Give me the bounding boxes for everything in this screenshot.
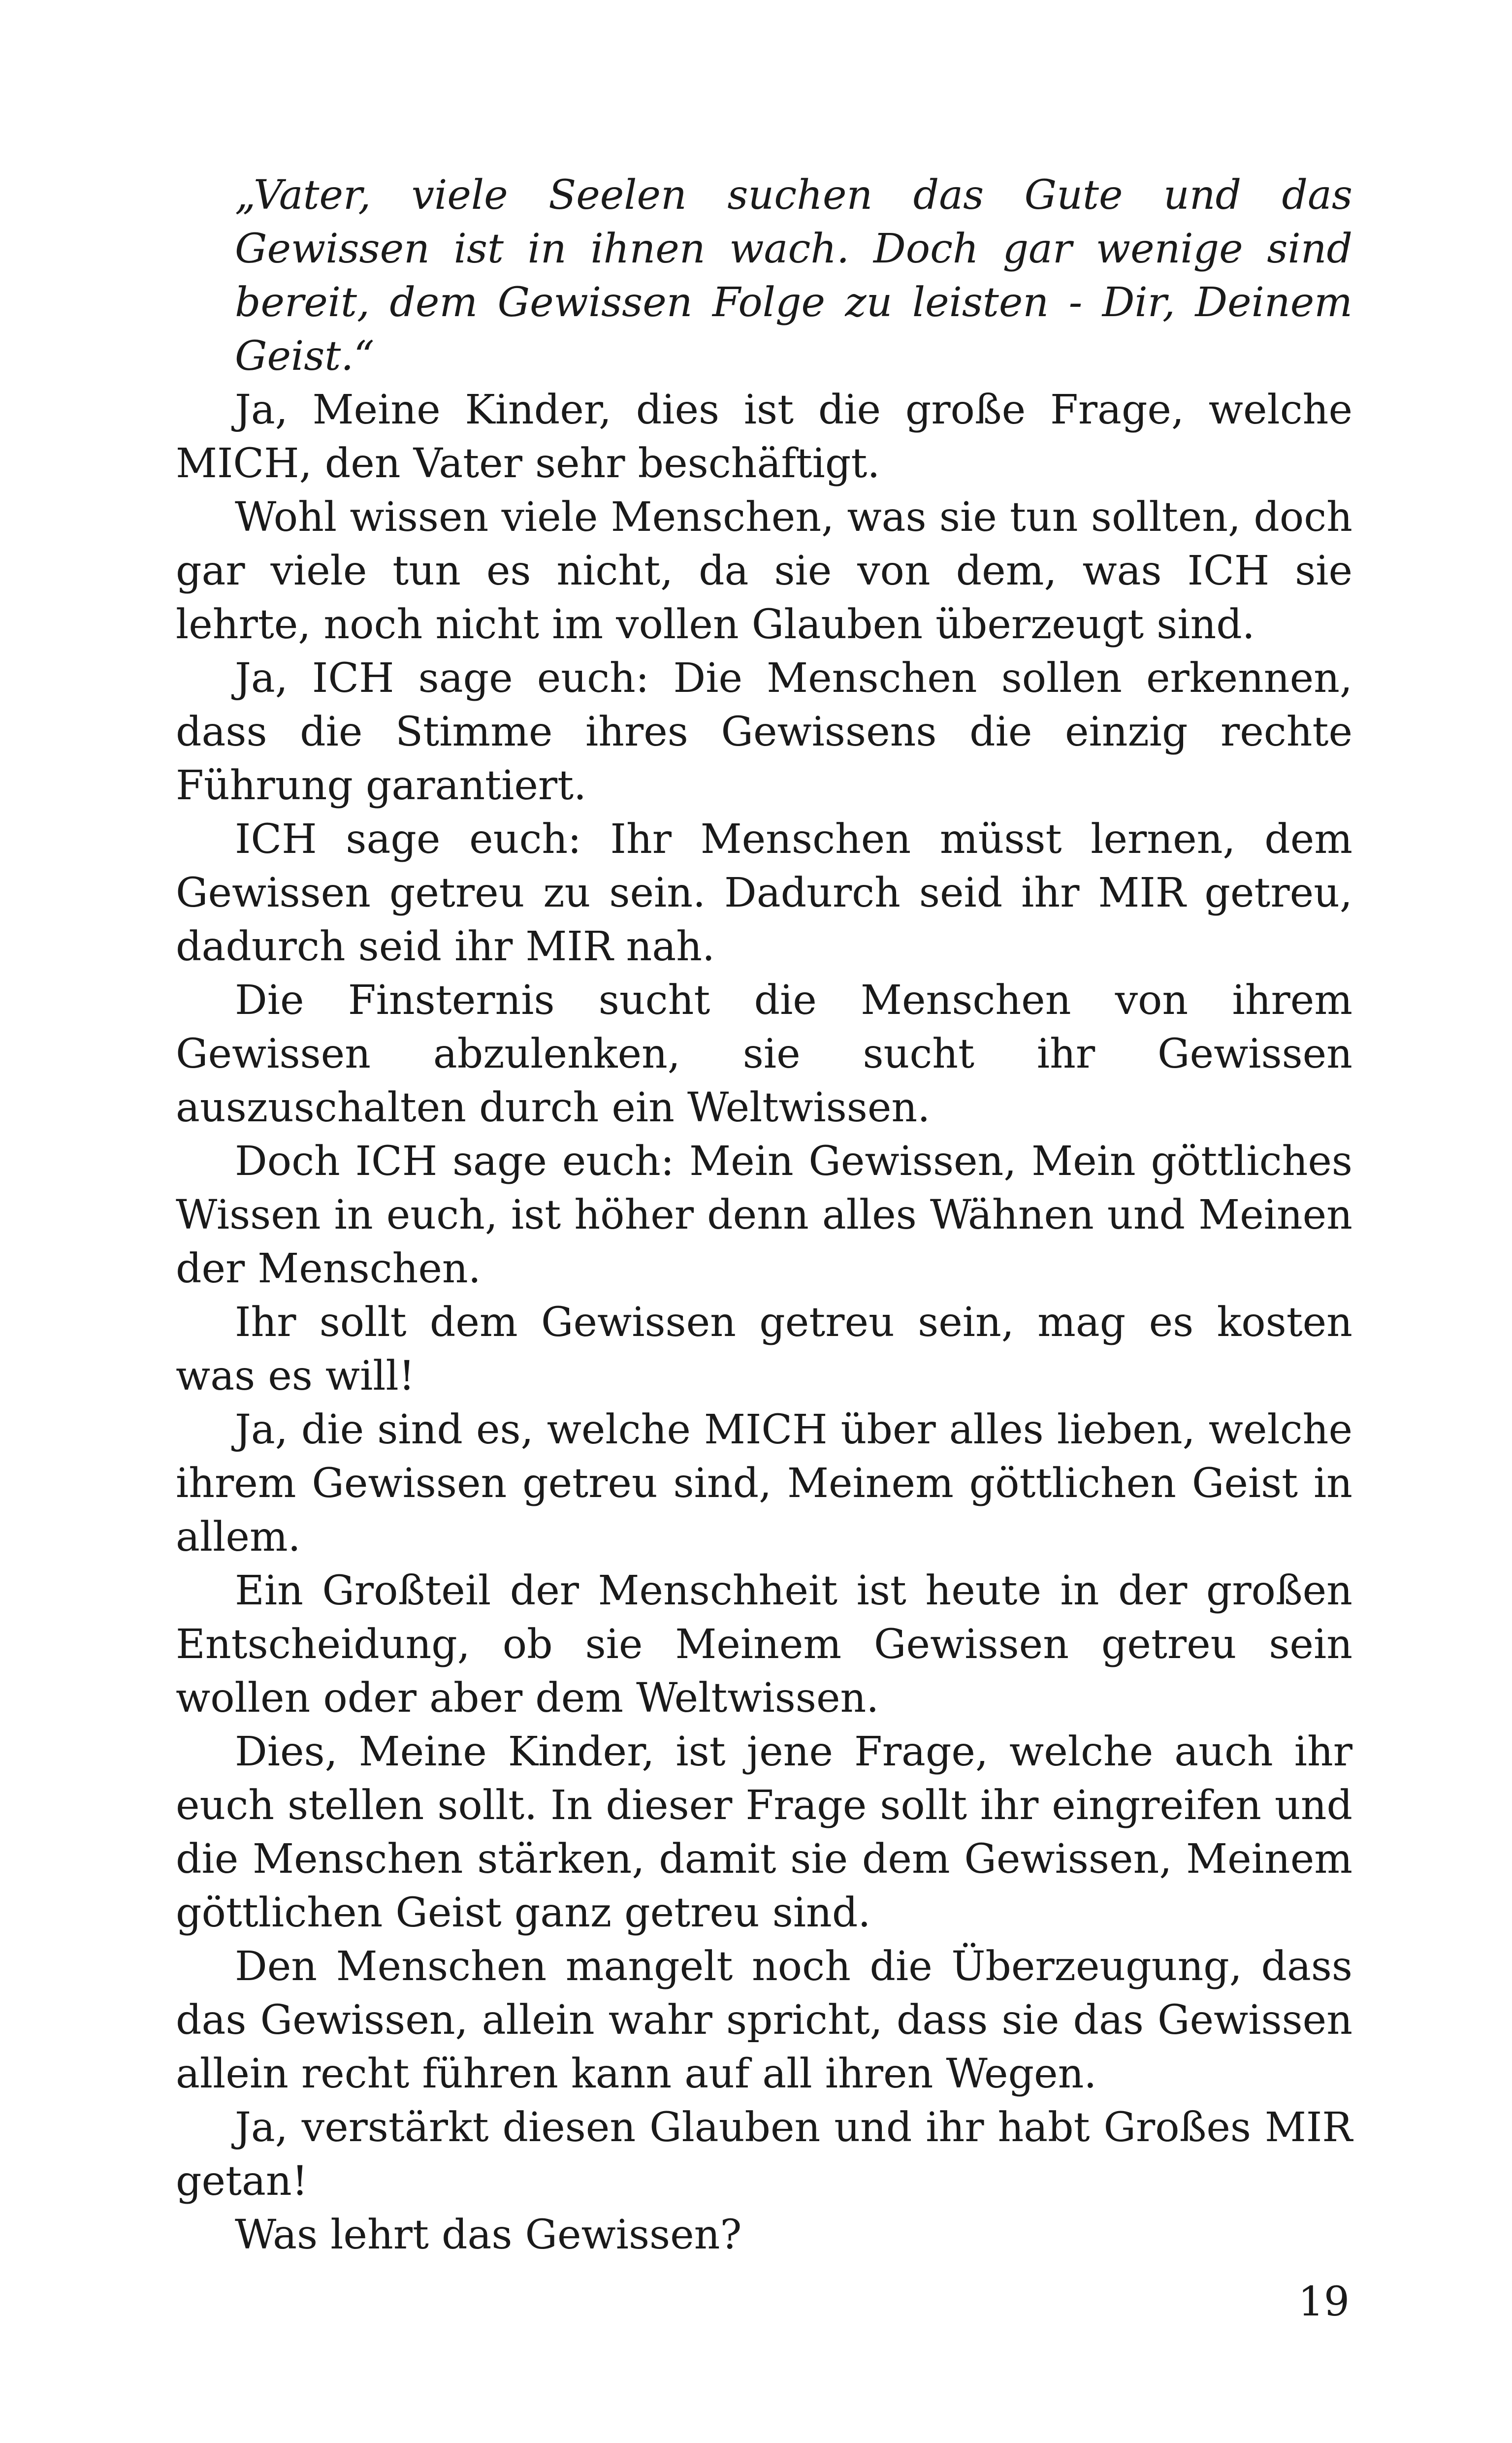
paragraph: Dies, Meine Kinder, ist jene Frage, welche auch ihr euch stellen sollt. In dieser Frage sollt ihr eingreifen und die Menschen stärken, damit sie dem Gewissen, Meinem göttlichen Geist ganz getreu sind.	[176, 1728, 1352, 1936]
paragraph: ICH sage euch: Ihr Menschen müsst lernen, dem Gewissen getreu zu sein. Dadurch seid ihr MIR getreu, dadurch seid ihr MIR nah.	[176, 816, 1352, 970]
paragraph: Was lehrt das Gewissen?	[235, 2212, 742, 2258]
paragraph: Ja, die sind es, welche MICH über alles lieben, welche ihrem Gewissen getreu sind, Meinem göttlichen Geist in allem.	[176, 1406, 1352, 1561]
paragraph: Ja, verstärkt diesen Glauben und ihr habt Großes MIR getan!	[176, 2104, 1352, 2205]
paragraph: Den Menschen mangelt noch die Überzeugung, dass das Gewissen, allein wahr spricht, dass sie das Gewissen allein recht führen kann auf all ihren Wegen.	[176, 1943, 1352, 2097]
page-number: 19	[1298, 2279, 1350, 2325]
paragraph: Ja, ICH sage euch: Die Menschen sollen erkennen, dass die Stimme ihres Gewissens die einzig rechte Führung garantiert.	[176, 655, 1352, 809]
paragraph: Wohl wissen viele Menschen, was sie tun sollten, doch gar viele tun es nicht, da sie von dem, was ICH sie lehrte, noch nicht im vollen Glauben überzeugt sind.	[176, 494, 1352, 648]
page-body	[176, 168, 1352, 2262]
paragraph: Die Finsternis sucht die Menschen von ihrem Gewissen abzulenken, sie sucht ihr Gewissen auszuschalten durch ein Weltwissen.	[176, 977, 1352, 1131]
paragraph: Ihr sollt dem Gewissen getreu sein, mag es kosten was es will!	[176, 1299, 1352, 1400]
opening-quote: „Vater, viele Seelen suchen das Gute und das Gewissen ist in ihnen wach. Doch gar wenige sind bereit, dem Gewissen Folge zu leisten - Dir, Deinem Geist.“	[235, 172, 1352, 380]
paragraph: Ein Großteil der Menschheit ist heute in der großen Entscheidung, ob sie Meinem Gewissen getreu sein wollen oder aber dem Weltwissen.	[176, 1567, 1352, 1722]
paragraph: Doch ICH sage euch: Mein Gewissen, Mein göttliches Wissen in euch, ist höher denn alles Wähnen und Meinen der Menschen.	[176, 1138, 1352, 1292]
paragraph: Ja, Meine Kinder, dies ist die große Frage, welche MICH, den Vater sehr beschäftigt.	[176, 387, 1352, 487]
